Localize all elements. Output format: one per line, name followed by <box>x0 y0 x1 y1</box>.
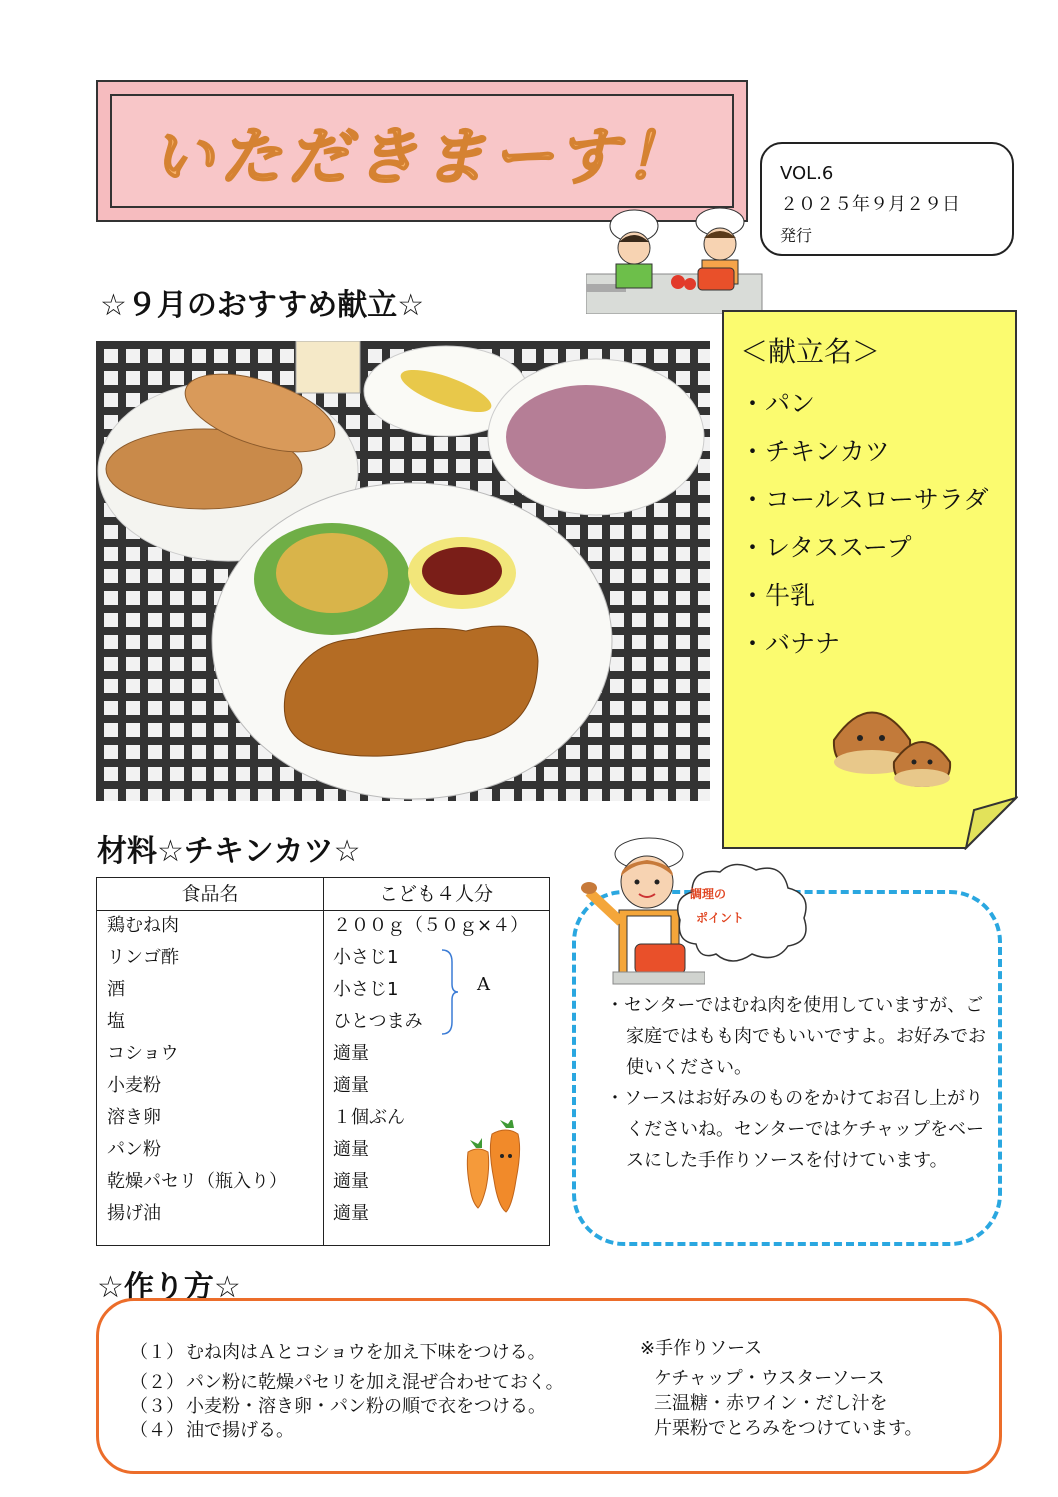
method-step <box>130 1416 294 1442</box>
cooking-point-item: ・センターではむね肉を使用していますが、ご家庭ではもも肉でもいいですよ。お好みでお使いください。 <box>606 995 986 1078</box>
sauce-line: ケチャップ・ウスターソース <box>654 1368 885 1389</box>
section-title-ingredients: 材料☆チキンカツ☆ <box>97 834 361 869</box>
newsletter-title: いただきまーす！ <box>151 119 693 193</box>
step-text: 小麦粉・溶き卵・パン粉の順で衣をつける。 <box>186 1396 546 1417</box>
method-step <box>130 1368 564 1394</box>
ingredient-amount: 適量 <box>333 1139 369 1160</box>
step-text: 油で揚げる。 <box>186 1420 294 1441</box>
ingredient-name: 揚げ油 <box>107 1203 161 1224</box>
table-header-amount: こども４人分 <box>378 883 493 905</box>
sauce-line: 三温糖・赤ワイン・だし汁を <box>654 1393 888 1414</box>
badge-line: 調理の <box>690 887 727 901</box>
menu-item: ・レタススープ <box>740 533 912 562</box>
title-banner <box>96 80 748 222</box>
group-label-a: A <box>477 974 490 995</box>
section-title-method: ☆作り方☆ <box>97 1270 241 1305</box>
ingredient-amount: １個ぶん <box>333 1107 405 1128</box>
issue-info-box <box>760 142 1014 256</box>
ingredient-name: 塩 <box>107 1011 125 1032</box>
ingredient-name: コショウ <box>107 1043 179 1064</box>
sauce-note <box>640 1336 923 1441</box>
ingredient-name: 溶き卵 <box>107 1107 161 1128</box>
ingredient-name: 乾燥パセリ（瓶入り） <box>107 1171 287 1192</box>
sauce-title: ※手作りソース <box>640 1338 763 1359</box>
method-step <box>130 1338 546 1364</box>
lunch-photo <box>96 341 710 801</box>
badge-line: ポイント <box>696 911 745 925</box>
volume-label: VOL.6 <box>780 163 834 184</box>
ingredient-amount: ひとつまみ <box>333 1011 423 1032</box>
table-header-food: 食品名 <box>181 883 239 905</box>
cooking-point-badge <box>690 882 800 930</box>
ingredient-name: パン粉 <box>107 1139 161 1160</box>
carrot-icon <box>462 1120 528 1214</box>
ingredient-name: 酒 <box>107 979 125 1000</box>
issue-date: ２０２５年９月２９日 <box>780 194 960 215</box>
method-step <box>130 1392 546 1418</box>
issued-label: 発行 <box>780 226 813 245</box>
step-number: （１） <box>130 1342 184 1363</box>
menu-list <box>740 330 1010 668</box>
section-title-recommended-menu: ☆９月のおすすめ献立☆ <box>100 288 425 323</box>
ingredient-name: リンゴ酢 <box>107 947 179 968</box>
cooking-point-text <box>606 990 986 1176</box>
step-number: （２） <box>130 1372 184 1393</box>
cooking-point-item: ・ソースはお好みのものをかけてお召し上がりくださいね。センターではケチャップをベースにした手作りソースを付けています。 <box>606 1088 985 1171</box>
step-number: （４） <box>130 1420 184 1441</box>
ingredient-amount: 適量 <box>333 1203 369 1224</box>
menu-item: ・チキンカツ <box>740 437 890 466</box>
menu-item: ・バナナ <box>740 629 841 658</box>
ingredient-amount: 小さじ1 <box>333 947 399 968</box>
step-text: むね肉はＡとコショウを加え下味をつける。 <box>186 1342 546 1363</box>
menu-item: ・牛乳 <box>740 581 816 610</box>
ingredient-amount: 適量 <box>333 1043 369 1064</box>
cooking-kids-illustration <box>586 208 766 314</box>
ingredient-amount: 適量 <box>333 1075 369 1096</box>
ingredient-amount: ２００ｇ（５０ｇ×４） <box>333 915 529 936</box>
sauce-line: 片栗粉でとろみをつけています。 <box>654 1418 923 1439</box>
step-text: パン粉に乾燥パセリを加え混ぜ合わせておく。 <box>186 1372 564 1393</box>
ingredient-name: 小麦粉 <box>107 1075 161 1096</box>
ingredient-amount: 適量 <box>333 1171 369 1192</box>
step-number: （３） <box>130 1396 184 1417</box>
group-brace <box>438 948 460 1036</box>
title-banner-inner <box>110 94 734 208</box>
ingredient-name: 鶏むね肉 <box>107 915 179 936</box>
menu-title: ＜献立名＞ <box>740 335 881 368</box>
menu-item: ・パン <box>740 389 816 418</box>
menu-item: ・コールスローサラダ <box>740 485 989 514</box>
ingredient-amount: 小さじ1 <box>333 979 399 1000</box>
